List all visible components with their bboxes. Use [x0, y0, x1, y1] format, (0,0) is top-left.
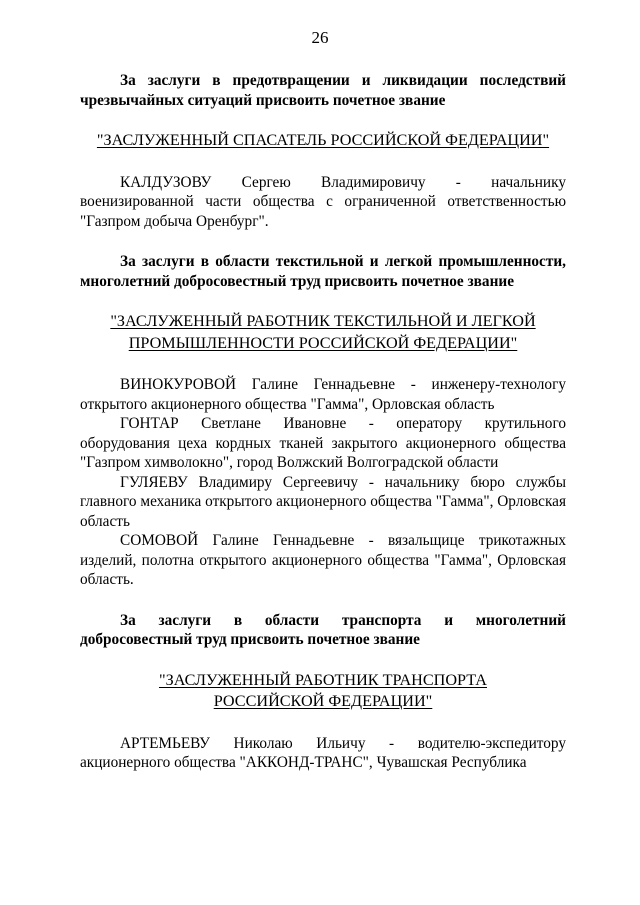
awardee-entry: ГОНТАР Светлане Ивановне - оператору крутильного оборудования цеха кордных тканей закрытого акционерного общества "Газпром химволокно", город Волжский Волгоградской области [80, 415, 566, 471]
awardee-entry: ГУЛЯЕВУ Владимиру Сергеевичу - начальнику бюро службы главного механика открытого акционерного общества "Гамма", Орловская область [80, 473, 566, 530]
honorary-title-line: "ЗАСЛУЖЕННЫЙ РАБОТНИК ТЕКСТИЛЬНОЙ И ЛЕГКОЙ [110, 312, 536, 330]
awardee-list [80, 173, 566, 232]
awardee-list [80, 734, 566, 773]
section-heading: За заслуги в области транспорта и многолетний добросовестный труд присвоить почетное звание [80, 611, 566, 648]
honorary-title [80, 311, 566, 354]
decree-content [80, 71, 566, 773]
section-heading: За заслуги в предотвращении и ликвидации последствий чрезвычайных ситуаций присвоить почетное звание [80, 72, 566, 109]
awardee-entry: КАЛДУЗОВУ Сергею Владимировичу - начальнику военизированной части общества с ограниченной ответственностью "Газпром добыча Оренбург". [80, 173, 566, 230]
honorary-title-line: ПРОМЫШЛЕННОСТИ РОССИЙСКОЙ ФЕДЕРАЦИИ" [128, 333, 518, 352]
awardee-entry: АРТЕМЬЕВУ Николаю Ильичу - водителю-экспедитору акционерного общества "АККОНД-ТРАНС", Чувашская Республика [80, 734, 566, 771]
page-number: 26 [311, 28, 329, 47]
awardee-list [80, 375, 566, 590]
awardee-entry: ВИНОКУРОВОЙ Галине Геннадьевне - инженеру-технологу открытого акционерного общества "Гамма", Орловская область [80, 376, 566, 413]
honorary-title-line: "ЗАСЛУЖЕННЫЙ СПАСАТЕЛЬ РОССИЙСКОЙ ФЕДЕРАЦИИ" [96, 131, 550, 149]
honorary-title [80, 130, 566, 152]
honorary-title [80, 670, 566, 713]
awardee-entry: СОМОВОЙ Галине Геннадьевне - вязальщице трикотажных изделий, полотна открытого акционерного общества "Гамма", Орловская область. [80, 532, 566, 588]
honorary-title-line: "ЗАСЛУЖЕННЫЙ РАБОТНИК ТРАНСПОРТА [158, 670, 487, 689]
honorary-title-line: РОССИЙСКОЙ ФЕДЕРАЦИИ" [213, 692, 433, 710]
section-heading: За заслуги в области текстильной и легкой промышленности, многолетний добросовестный труд присвоить почетное звание [80, 253, 566, 290]
